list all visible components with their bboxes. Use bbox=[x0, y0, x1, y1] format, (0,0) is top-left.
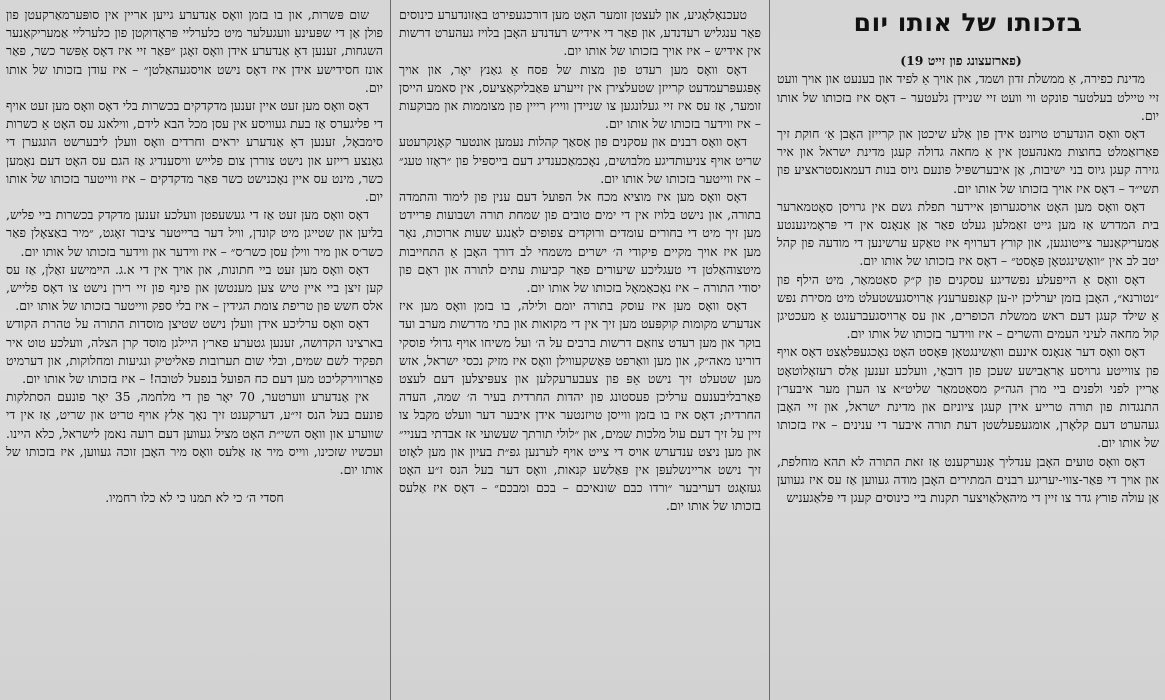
closing-line: חסדי ה׳ כי לא תמנו כי לא כלו רחמיו. bbox=[105, 490, 284, 506]
paragraph: דאָס וואָס מען זעט ביי חתונות, און אויך אין די א.ג. הײמישע זאַלן, אַז עס קען זיצן ביי איין טיש צען מענטשן און פינף פון זיי רירן נישט צו דאָס פלייש, אלס חשש פון טריפת צומת הגידין – איז בלי ספק ווייטער בזכותו של אותו יום. bbox=[6, 261, 383, 314]
paragraph: שום פּשרות, און בו בזמן וואָס אַנדערע גייען אריין אין סופּערמאַרקעטן פון פולן אַן די שפּעינע וועגעלער מיט כלערליי פּראָדוקטן פון כלערליי אַמעריקאַנער השגחות, זענען דאָ אַנדערע אידן וואָס זאָגן ״פּאַר זיי איז דאָס אַפּשר כשר, פאַר אונז חסידישע אידן איז דאָס נישט אויסגעהאַלטן״ – איז עודן בזכותו של אותו יום. bbox=[6, 7, 383, 95]
column-divider bbox=[390, 0, 391, 700]
paragraph: דאָס וואָס ערליכע אידן וועלן נישט שטיצן מוסדות התורה על טהרת הקודש בארצינו הקדושה, זענען גטערע פאר׳ן היילגן מוסד קרן הצלה, וועלכע טוט איר תפקיד לשם שמים, ובלי שום תערובות פאליטיק ונגיעות ומחלוקות, און דערמיט פאַרווירקליכט מען דעם כח הפועל בנפעל לטובה! – איז בזכותו של אותו יום. bbox=[6, 316, 383, 387]
paragraph: טעכנאָלאָגיע, און לעצטן זומער האָט מען דורכגעפירט באַזונדערע כינוסים פאַר ענגליש רעדנדע, און פאַר די אידיש רעדנדע האָבן בלויז געהערט דרשות אין אידיש – איז אויך בזכותו של אותו יום. bbox=[399, 7, 761, 59]
paragraph: מדינת כפירה, אַ ממשלת זדון ושמד, און אויך אַ לפיד און בענעט און אויך וועט זיי טיילט בעלטער פונקט ווי וועט זיי שניידן גלעטער – דאָס איז בזכותו של אותו יום. bbox=[777, 71, 1159, 123]
paragraph: דאָס וואָס מען רעדט פון מצות של פסח אַ גאַנץ יאָר, און אויך אָפּגעפּרעמדעט קרייזן שטעלצירן אין זייערע פּאַבליקאַציעס, אין סאמע הייסן זומער, אַז עס איז זיי געלונגען צו שניידן ווייץ רייין פון מצוממות און מבוקעות – איז ווידער בזכותו של אותו יום. bbox=[399, 61, 761, 132]
column-3 bbox=[0, 0, 389, 700]
paragraph: דאָס וואָס מען איז מוציא מכח אל הפועל דעם ענין פון לימוד והתמדה בתורה, און נישט בלויז אין די ימים טובים פון שמחת תורה ושבועות פּריידט מען זיך מיט די בחורים עומדים ורוקדים צפופים לאַנגע שעות ארוכות, נאָר מען איז אויך מקיים פיקודי ה׳ ישרים משמחי לב דורך האָבן אַ התחייבות מיטצוהאַלטן די טעגליכע שיעורים פאַר קביעות עתים לתורה און ראָם פון יסודי התורה – איז נאָכאַמאָל בזכותו של אותו יום. bbox=[399, 189, 761, 296]
paragraph: דאָס וואָס מען זעט אַז די געשעפטן וועלכע זענען מדקדק בכשרות ביי פליש, בליען און שטייגן מיט קונדן, וויל דער ברייטער ציבור זאָגט, ״מיר באַצאָלן פאַר כשר׳ס און מיר ווילן עסן כשר׳ס״ – איז ווידער און ווידער בזכותו של אותו יום. bbox=[6, 207, 383, 259]
column-2 bbox=[393, 0, 767, 700]
column-divider bbox=[769, 0, 770, 700]
paragraph: דאָס וואָס רבנים און עסקנים פון אַסאַך קהלות נעמען אונטער קאָנקרעטע שריט אויף צניעותדיגע מלבושים, נאָכמאַכענדיג דעם בייספּיל פון ״ראָזו טעג״ – איז ווייטער בזכותו של אותו יום. bbox=[399, 134, 761, 186]
paragraph: דאָס וואָס מען האָט אויסגערופן איידער תפלת גשם אין גרויסן סאָטמארער בית המדרש אַז מען גייט זאַמלען געלט פאַר אַן אַנאָנס אין די פּראָמינענטע אַמעריקאַנער צייטונגען, און קורץ דערויף איז טאַקע ערשינען די מודעה פון קהל יטב לב אין ״וואַשינגטאָן פּאָסט״ – דאָס איז בזכותו של אותו יום. bbox=[777, 198, 1159, 269]
paragraph: דאָס וואָס טועים האָבן ענדליך אַנערקענט אַז זאת התורה לא תהא מוחלפת, און אויך די פּאַר-צווי-יעריגע רבנים המתירים האָבן מודה געווען אַז עס איז געווען אַן עולה פורץ גדר צו זיין די מיהאַלאַויצער תקנות ביי כינוסים קעגן די פּלאַגעניש bbox=[777, 453, 1159, 506]
paragraph: דאָס וואָס מען איז עוסק בתורה יומם ולילה, בו בזמן וואָס מען איז אנדערש מקומות קוקפּעט מען זיך אין די מקואות און בתי מדרשות מערב ועד בוקר און מען רעדט צוזאַם דרשות ברבים על ה׳ ועל משיחו אויף גדולי פוסקי דורינו מאה״ק, און מען וואַרפט פּאַשקעווילן וואָס איז מזיק נכסי ישראל, אזש מען שטעלט זיך נישט אַפּ פון צעבערעקלען און צעפּיצלען דעם לעצט פאַרבליבענעם ערליכן פעסטונג פון יהדות החרדית בעיר ה׳ שמה, העדה החרדית; דאָס איז בו בזמן ווייסן טויזנטער אידן איבער דער וועלט מקבל צו זיין על זיך דעם עול מלכות שמים, און ״לולי תורתך שעשועי אז אבדתי בעניי״ און מען ניצט ענדערש אויס די צייט אויף לערנען גפ״ת בעיון און מען לאָזט זיך נישט אריינשלעפּן אין פּאַלשע קנאות, וואָס דער בעל הנס ז״ע האָט געזאָגט דעריבער ״ורדו כבם שונאיכם – בכם ומבכם״ – דאָס איז אַלעס בזכותו של אותו יום. bbox=[399, 298, 761, 514]
article-headline: בזכותו של אותו יום bbox=[853, 8, 1083, 37]
paragraph: אין אַנדערע ווערטער, 70 יאָר פון די מלחמה, 35 יאָר פונעם הסתלקות פונעם בעל הנס זי״ע, דערקענט זיך נאָך אַלץ אויף טריט און שריט, אַז אין די שווערע און וואָס השי״ת האָט מציל געווען דעם רועה נאמן לישראל, כלא היינו. ועכשיו שזכינו, ווייס מיר אַז אַלעס וואָס מיר האָבן זוכה געווען, איז בזכותו של אותו יום. bbox=[6, 389, 383, 478]
paragraph: דאָס וואָס הונדערט טויזנט אידן פון אַלע שיכטן און קרייזן האָבן אַ׳ חוקת זיך פאַרזאַמלט בחוצות מאנהעטן אין אַ מחאה גדולה קעגן מדינת ישראל און איר גזירה קעגן גיוס בני ישיבות, אַן איבערשפּיל פונעם גיוס בנות דעמאנסטראציע פון תשי״ד – דאָס איז אויך בזכותו של אותו יום. bbox=[777, 126, 1159, 196]
article-continuation-note: (פארזעצונג פון זייט 19) bbox=[900, 53, 1022, 69]
paragraph: דאָס וואָס אַ הייפעלע נפשדיגע עסקנים פון ק״ק סאַטמאַר, מיט הילף פון ״נטורנא״, האָבן בזמן יערליכן יו-ען קאַנפערענץ אַרויסגעשטעלט מיט מסירת נפש אַ שילד קעגן דעם ראש ממשלת הכופרים, און עס אַרויסגעברענגט אַ מעכטיגן קול מחאה לעיני העמים והשרים – איז ווידער בזכותו של אותו יום. bbox=[777, 271, 1159, 342]
column-1 bbox=[771, 0, 1165, 700]
paragraph: דאָס וואָס דער אַנאָנס אינעם וואַשינגטאָן פּאָסט האָט נאָכגעפּלאַצט דאָס אויף פון צווייטע גרויסע אַראַבישע שעכן פון דובאַי, וועלכע זענען אַלס רעזאָלוטאָט אַריין לפני ולפנים ביי מרן הגה״ק מסאַטמאַר שליט״א צו הערן מער איבער׳ן התנגדות פון תורה טרייע אידן קעגן ציוניזם און מדינת ישראל, און זיי האָבן געהערט דעם קלאָרן, אומגעפעלשטן דעת תורה איבער די ענינים – איז בזכותו של אותו יום. bbox=[777, 344, 1159, 451]
paragraph: דאָס וואָס מען זעט איין זענען מדקדקים בכשרות בלי דאָס וואָס מען זעט אויף די פליגערס אַז בעת געוויסע אין עסן מכל הבא לידם, ווילאנג עס האָט אַ כשרות סימבאָל, זענען דאָ אַנדערע יראים וחרדים וואָס וועלן ליבערשט הונגערן די גאַנצע רייזע און נישט צוררן צום פלייש וויסענדיג אַז הגם עס האָט דעם נאָמען כשר, מינט עס איין נאָכנישט כשר פאַר מדקדקים – איז ווייטער בזכותו של אותו יום. bbox=[6, 98, 383, 205]
